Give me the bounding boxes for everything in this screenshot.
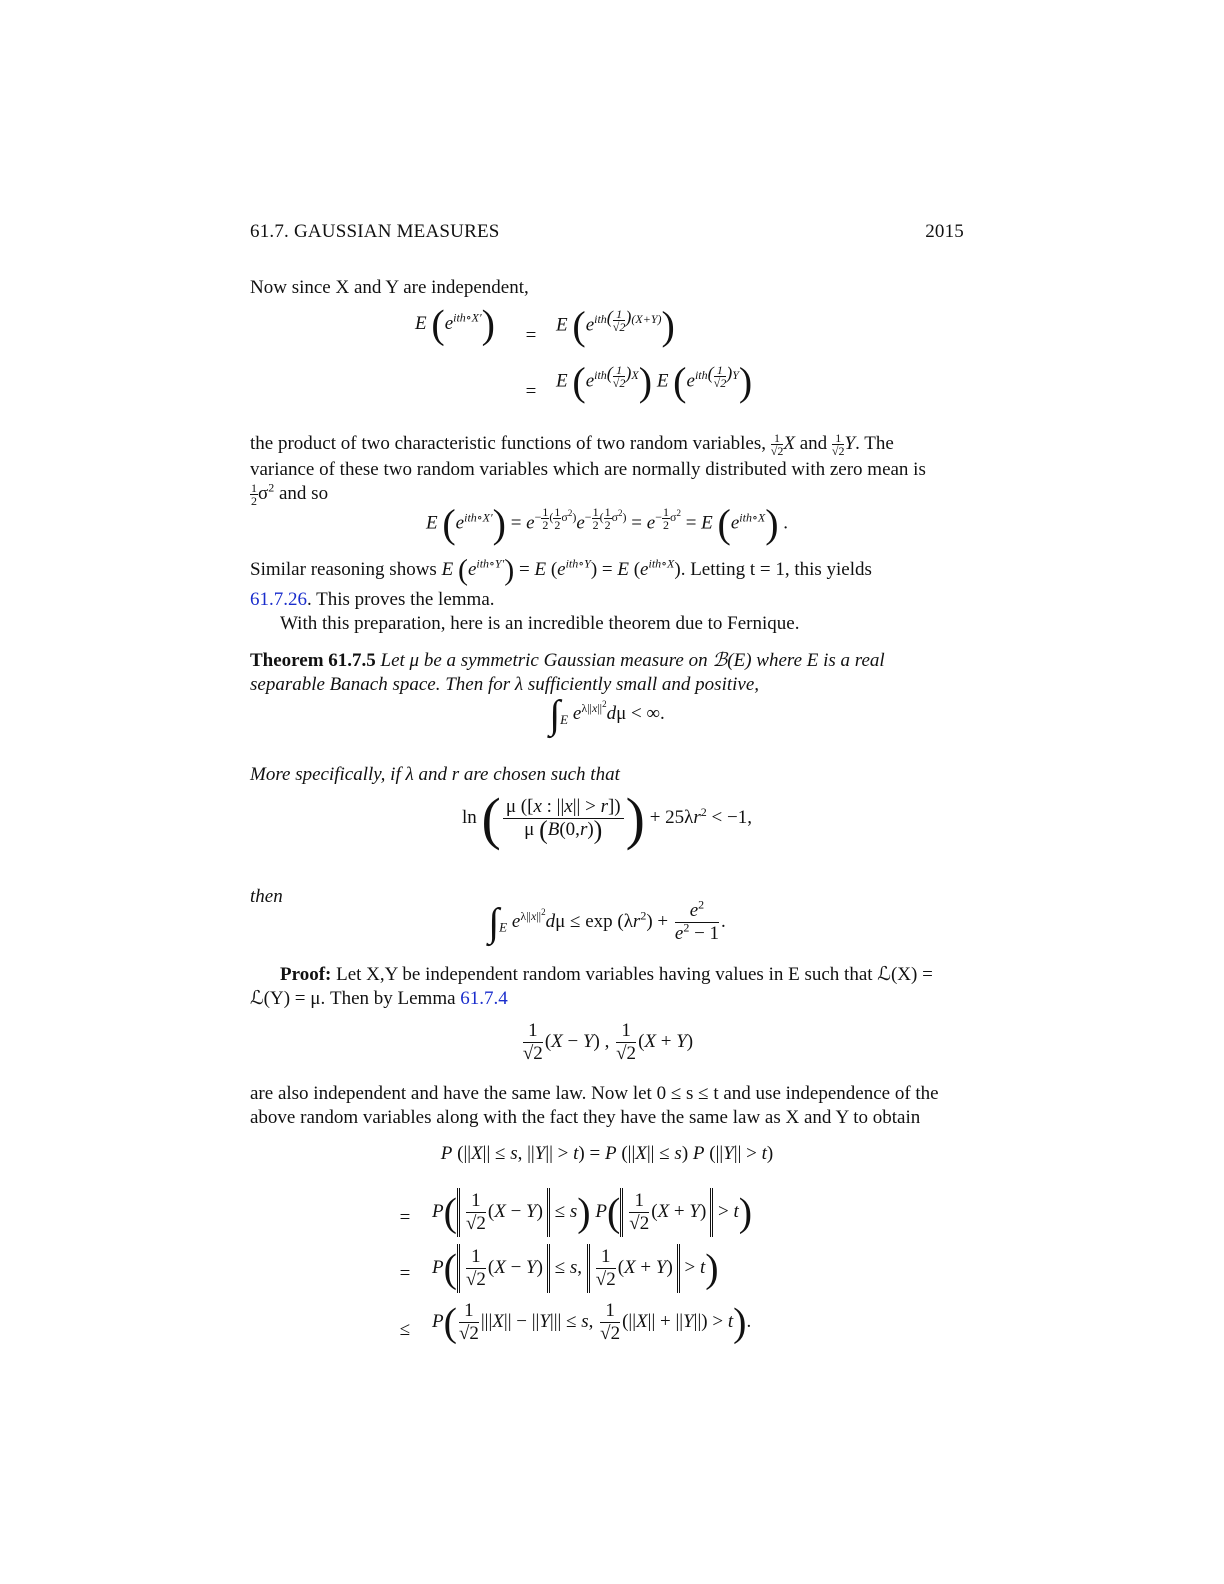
proof-label: Proof: bbox=[280, 964, 332, 985]
theorem-statement-line3: More specifically, if λ and r are chosen such that bbox=[250, 764, 620, 785]
theorem-statement-line1: Theorem 61.7.5 Let μ be a symmetric Gaussian measure on ℬ(E) where E is a real bbox=[250, 650, 885, 671]
page-number: 2015 bbox=[925, 221, 964, 242]
proof-line1: Proof: Let X,Y be independent random variables having values in E such that ℒ(X) = bbox=[280, 964, 933, 985]
equation-probability-product: P (||X|| ≤ s, ||Y|| > t) = P (||X|| ≤ s) P (||Y|| > t) bbox=[440, 1143, 774, 1164]
equation-integral-finite: $\int_E$ $e^{\lambda||x||^2}d\mu$ < ∞. bbox=[549, 691, 665, 737]
paragraph-variance: variance of these two random variables which are normally distributed with zero mean is bbox=[250, 459, 926, 480]
theorem-statement-line2: separable Banach space. Then for λ sufficiently small and positive, bbox=[250, 674, 760, 695]
equation-eq-sign-1: = bbox=[525, 325, 537, 346]
chain-row-2: P( $\frac{1}{√2}$ (X − Y) ≤ s, $\frac{1}{√2}$ (X + Y) > t) bbox=[432, 1244, 719, 1293]
paragraph-similar-reasoning: Similar reasoning shows E $(e^{ith\circ Y'}) = E$ $(e^{ith\circ Y}) = E$ $(e^{ith\circ X})$. Letting t = 1, this yields bbox=[250, 553, 872, 587]
equation-ln-condition: ln ( $\frac{\mu ([x : ||x|| > r])}{\mu (B(0,r))}$ ) + $25\lambda r^2 < -1$, bbox=[462, 785, 752, 851]
lemma-ref-link[interactable]: 61.7.4 bbox=[460, 988, 508, 1009]
proof-line2: ℒ(Y) = μ. Then by Lemma 61.7.4 bbox=[250, 988, 508, 1009]
equation-rhs-2: E $(e^{ith( \frac{1}{√2} )X})$ E $(e^{ith( \frac{1}{√2} )Y})$ bbox=[556, 359, 753, 405]
paragraph-product: the product of two characteristic functions of two random variables, $\frac{1}{√2}$ X and $\frac{1}{√2}$ Y. The bbox=[250, 431, 894, 459]
proof-line3: are also independent and have the same law. Now let 0 ≤ s ≤ t and use independence of the bbox=[250, 1083, 939, 1104]
equation-scaled-variables: $\frac{1}{√2}$ (X − Y) , $\frac{1}{√2}$ (X + Y) bbox=[522, 1020, 694, 1064]
page bbox=[250, 0, 964, 1584]
equation-ref-link[interactable]: 61.7.26 bbox=[250, 589, 307, 610]
equation-eq-sign-2: = bbox=[525, 381, 537, 402]
running-header-title: 61.7. GAUSSIAN MEASURES bbox=[250, 221, 500, 242]
paragraph-similar-reasoning-cont: 61.7.26. This proves the lemma. bbox=[250, 589, 495, 610]
proof-line4: above random variables along with the fact they have the same law as X and Y to obtain bbox=[250, 1107, 921, 1128]
paragraph-intro: Now since X and Y are independent, bbox=[250, 277, 529, 298]
paragraph-variance-cont: $\frac{1}{2}$ $\sigma^2$ and so bbox=[251, 480, 329, 509]
chain-eq-sign-1: = bbox=[399, 1207, 411, 1228]
equation-characteristic: E $(e^{ith\circ X'}) = e^{- \frac{1}{2} ( \frac{1}{2} \sigma^2)}e^{- \frac{1}{2} ( \frac{1}{2} \sigma^2)} = e^{- \frac{1}{2} \sigma^2} = E$ $(e^{ith\circ X})$ . bbox=[425, 501, 789, 547]
chain-eq-sign-2: = bbox=[399, 1263, 411, 1284]
chain-row-1: P( $\frac{1}{√2}$ (X − Y) ≤ s) P( $\frac{1}{√2}$ (X + Y) > t) bbox=[432, 1188, 752, 1237]
equation-rhs-1: E $(e^{ith( \frac{1}{√2} )(X+Y)})$ bbox=[556, 303, 675, 349]
chain-le-sign: ≤ bbox=[399, 1319, 411, 1340]
equation-lhs-1: E $(e^{ith\circ X'})$ bbox=[415, 301, 495, 347]
equation-integral-bound: $\int_E$ $e^{\lambda||x||^2}d\mu \le \exp (\lambda r^2)$ + $\frac{e^2}{e^2 - 1}$ . bbox=[488, 897, 726, 945]
theorem-label: Theorem 61.7.5 bbox=[250, 650, 376, 671]
chain-row-3: P( $\frac{1}{√2}$ |||X|| − ||Y||| ≤ s, $\frac{1}{√2}$ (||X|| + ||Y||) > t). bbox=[432, 1299, 752, 1345]
paragraph-preparation: With this preparation, here is an incredible theorem due to Fernique. bbox=[280, 613, 800, 634]
theorem-then: then bbox=[250, 886, 283, 907]
